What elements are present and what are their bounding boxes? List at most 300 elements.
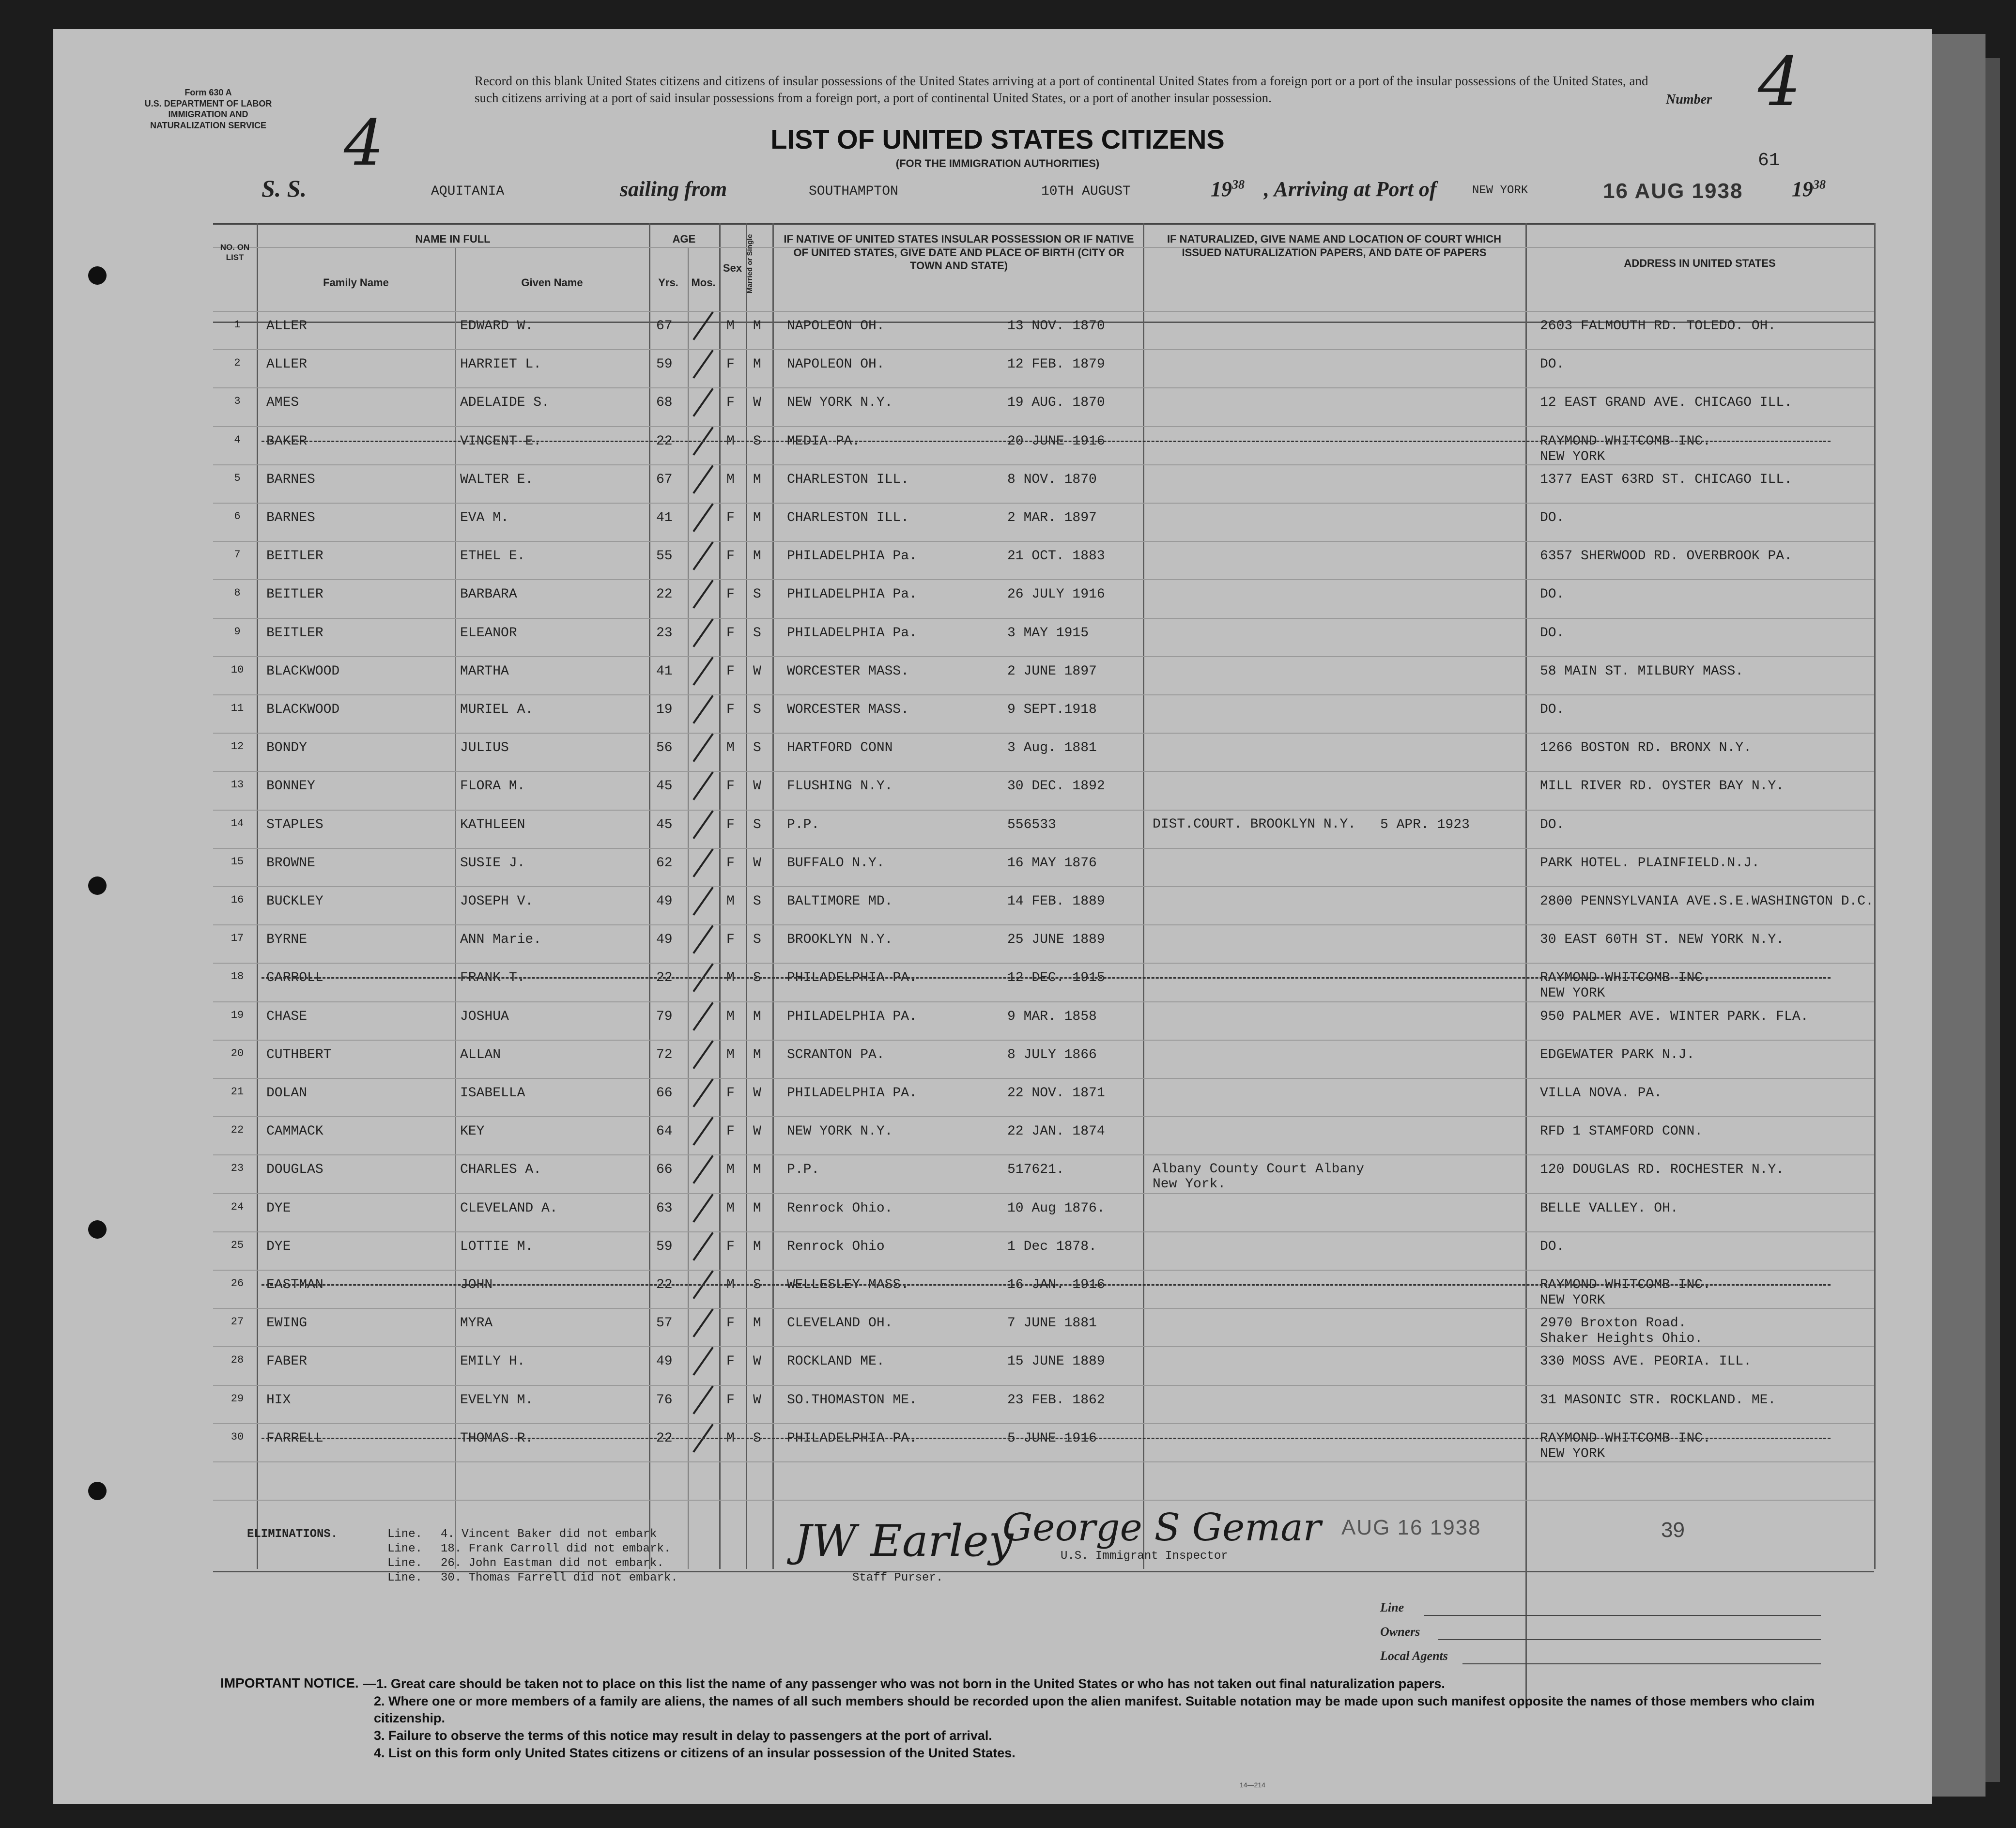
given-name: FLORA M. xyxy=(460,779,525,794)
address: EDGEWATER PARK N.J. xyxy=(1540,1047,1695,1062)
birth-date: 556533 xyxy=(1007,817,1056,832)
birth-date: 7 JUNE 1881 xyxy=(1007,1316,1097,1331)
sex: F xyxy=(726,1239,735,1254)
address: DO. xyxy=(1540,357,1565,372)
birth-place: PHILADELPHIA PA. xyxy=(787,970,917,986)
address: 1266 BOSTON RD. BRONX N.Y. xyxy=(1540,740,1752,756)
punch-hole xyxy=(88,876,107,895)
birth-place: FLUSHING N.Y. xyxy=(787,779,893,794)
age-years: 62 xyxy=(656,855,673,871)
date-stamp: AUG 16 1938 xyxy=(1341,1516,1481,1539)
inspector-title: U.S. Immigrant Inspector xyxy=(1061,1550,1228,1563)
address-line-2: NEW YORK xyxy=(1540,1293,1605,1308)
row-number: 19 xyxy=(231,1009,244,1021)
print-code: 14—214 xyxy=(1240,1781,1265,1789)
given-name: WALTER E. xyxy=(460,472,534,487)
birth-date: 1 Dec 1878. xyxy=(1007,1239,1097,1254)
purser-signature: JW Earley xyxy=(794,1516,1014,1567)
sex: M xyxy=(726,1162,735,1178)
address: DO. xyxy=(1540,587,1565,602)
birth-date: 3 Aug. 1881 xyxy=(1007,740,1097,756)
family-name: BROWNE xyxy=(266,855,315,871)
family-name: CHASE xyxy=(266,1009,308,1024)
family-name: FARRELL xyxy=(266,1430,323,1446)
marital-status: M xyxy=(753,319,761,334)
row-number: 10 xyxy=(231,663,244,676)
marital-status: M xyxy=(753,357,761,372)
address: BELLE VALLEY. OH. xyxy=(1540,1200,1678,1216)
marital-status: S xyxy=(753,625,761,641)
ship-name: AQUITANIA xyxy=(431,184,505,199)
sex: F xyxy=(726,855,735,871)
elimination-line-label: Line. xyxy=(387,1528,423,1541)
notice-item-1: —1. Great care should be taken not to place on this list the name of any passenger who was not born in the United States or who has not taken out final naturalization papers. xyxy=(363,1676,1445,1691)
punch-hole xyxy=(88,266,107,285)
sex: F xyxy=(726,1316,735,1331)
family-name: STAPLES xyxy=(266,817,323,832)
age-years: 49 xyxy=(656,894,673,909)
age-years: 68 xyxy=(656,395,673,411)
row-rule xyxy=(213,1154,1874,1155)
row-number: 6 xyxy=(234,510,241,522)
birth-date: 13 NOV. 1870 xyxy=(1007,319,1105,334)
birth-date: 8 NOV. 1870 xyxy=(1007,472,1097,487)
family-name: BUCKLEY xyxy=(266,894,323,909)
row-number: 18 xyxy=(231,970,244,983)
age-years: 56 xyxy=(656,740,673,756)
marital-status: S xyxy=(753,817,761,832)
sex: F xyxy=(726,1086,735,1101)
row-number: 15 xyxy=(231,855,244,868)
sex: M xyxy=(726,1277,735,1292)
address: DO. xyxy=(1540,702,1565,717)
number-label: Number xyxy=(1666,92,1712,107)
birth-date: 21 OCT. 1883 xyxy=(1007,549,1105,564)
address: DO. xyxy=(1540,625,1565,641)
given-name: JOHN xyxy=(460,1277,493,1292)
row-number: 22 xyxy=(231,1124,244,1137)
punch-hole xyxy=(88,1220,107,1239)
birth-place: WORCESTER MASS. xyxy=(787,702,909,717)
given-name: ALLAN xyxy=(460,1047,501,1062)
given-name: CHARLES A. xyxy=(460,1162,542,1178)
arrival-year: 38 xyxy=(1813,177,1826,192)
sex: F xyxy=(726,625,735,641)
birth-date: 16 JAN. 1916 xyxy=(1007,1277,1105,1292)
age-years: 79 xyxy=(656,1009,673,1024)
marital-status: S xyxy=(753,702,761,717)
age-years: 72 xyxy=(656,1047,673,1062)
family-name: DYE xyxy=(266,1200,291,1216)
row-number: 12 xyxy=(231,740,244,753)
marital-status: M xyxy=(753,1239,761,1254)
family-name: BLACKWOOD xyxy=(266,702,340,717)
header-birth: IF NATIVE OF UNITED STATES INSULAR POSSESSION OR IF NATIVE OF UNITED STATES, GIVE DATE AND PLACE OF BIRTH (CITY OR TOWN AND STATE) xyxy=(784,233,1134,272)
birth-place: MEDIA PA. xyxy=(787,433,861,449)
sex: F xyxy=(726,932,735,948)
birth-place: ROCKLAND ME. xyxy=(787,1354,885,1369)
sex: F xyxy=(726,663,735,679)
row-number: 8 xyxy=(234,587,241,599)
row-rule xyxy=(213,810,1874,811)
notice-item-4: 4. List on this form only United States citizens or citizens of an insular possession of the United States. xyxy=(374,1745,1016,1760)
row-rule xyxy=(213,1500,1874,1501)
age-years: 49 xyxy=(656,932,673,948)
age-years: 63 xyxy=(656,1200,673,1216)
address: 12 EAST GRAND AVE. CHICAGO ILL. xyxy=(1540,395,1792,411)
address: 120 DOUGLAS RD. ROCHESTER N.Y. xyxy=(1540,1162,1785,1178)
marital-status: W xyxy=(753,779,761,794)
birth-place: WORCESTER MASS. xyxy=(787,663,909,679)
birth-date: 12 FEB. 1879 xyxy=(1007,357,1105,372)
column-rule xyxy=(257,223,258,1569)
row-number: 27 xyxy=(231,1316,244,1328)
address-line-2: NEW YORK xyxy=(1540,449,1605,464)
family-name: EASTMAN xyxy=(266,1277,323,1292)
sex: M xyxy=(726,319,735,334)
footer-owners-field xyxy=(1438,1639,1821,1640)
family-name: BARNES xyxy=(266,472,315,487)
birth-date: 8 JULY 1866 xyxy=(1007,1047,1097,1062)
department-name: U.S. DEPARTMENT OF LABOR xyxy=(144,98,272,108)
row-number: 28 xyxy=(231,1354,244,1367)
given-name: MARTHA xyxy=(460,663,509,679)
given-name: JULIUS xyxy=(460,740,509,756)
given-name: HARRIET L. xyxy=(460,357,542,372)
family-name: CARROLL xyxy=(266,970,323,986)
row-rule xyxy=(213,1001,1874,1002)
sex: F xyxy=(726,395,735,411)
given-name: JOSEPH V. xyxy=(460,894,534,909)
page-count: 39 xyxy=(1661,1518,1685,1542)
punch-hole xyxy=(88,1482,107,1500)
given-name: ELEANOR xyxy=(460,625,517,641)
footer-agents-field xyxy=(1462,1663,1821,1664)
family-name: BEITLER xyxy=(266,549,323,564)
row-number: 23 xyxy=(231,1162,244,1175)
family-name: BEITLER xyxy=(266,587,323,602)
row-number: 11 xyxy=(231,702,244,714)
sex: M xyxy=(726,1009,735,1024)
notice-item-2: 2. Where one or more members of a family are aliens, the names of all such members should be recorded upon the alien manifest. Suitable notation may be made upon such manifest opposite the names of those members who claim citizenship. xyxy=(374,1693,1815,1726)
birth-date: 26 JULY 1916 xyxy=(1007,587,1105,602)
birth-date: 517621. xyxy=(1007,1162,1064,1178)
address: 330 MOSS AVE. PEORIA. ILL. xyxy=(1540,1354,1752,1369)
given-name: ADELAIDE S. xyxy=(460,395,550,411)
row-rule xyxy=(213,1385,1874,1386)
age-years: 57 xyxy=(656,1316,673,1331)
given-name: ISABELLA xyxy=(460,1086,525,1101)
row-rule xyxy=(213,1078,1874,1079)
birth-place: PHILADELPHIA PA. xyxy=(787,1086,917,1101)
family-name: DOLAN xyxy=(266,1086,308,1101)
birth-place: BUFFALO N.Y. xyxy=(787,855,885,871)
birth-date: 12 DEC. 1915 xyxy=(1007,970,1105,986)
birth-place: Renrock Ohio xyxy=(787,1239,885,1254)
row-rule xyxy=(213,311,1874,312)
birth-date: 14 FEB. 1889 xyxy=(1007,894,1105,909)
given-name: FRANK T. xyxy=(460,970,525,986)
sailing-date: 10TH AUGUST xyxy=(1041,184,1131,199)
footer-owners-label: Owners xyxy=(1380,1625,1420,1639)
notice-items xyxy=(363,1675,1874,1762)
ss-label: S. S. xyxy=(262,175,307,202)
row-number: 13 xyxy=(231,779,244,791)
marital-status: M xyxy=(753,1162,761,1178)
marital-status: M xyxy=(753,1047,761,1062)
naturalization-date: 5 APR. 1923 xyxy=(1380,817,1470,832)
marital-status: W xyxy=(753,663,761,679)
marital-status: M xyxy=(753,472,761,487)
birth-date: 30 DEC. 1892 xyxy=(1007,779,1105,794)
arriving-label: , Arriving at Port of xyxy=(1264,177,1437,201)
row-rule xyxy=(213,656,1874,657)
column-rule xyxy=(746,223,747,1569)
family-name: FABER xyxy=(266,1354,308,1369)
age-years: 22 xyxy=(656,433,673,449)
birth-date: 5 JUNE 1916 xyxy=(1007,1430,1097,1446)
row-number: 20 xyxy=(231,1047,244,1060)
birth-place: CHARLESTON ILL. xyxy=(787,510,909,525)
arrival-year-label: $19^{38}$ xyxy=(1792,177,1826,201)
birth-place: HARTFORD CONN xyxy=(787,740,893,756)
naturalization-court: DIST.COURT. BROOKLYN N.Y. xyxy=(1153,816,1356,832)
family-name: BAKER xyxy=(266,433,308,449)
marital-status: W xyxy=(753,1354,761,1369)
age-years: 22 xyxy=(656,1277,673,1292)
row-rule xyxy=(213,1423,1874,1424)
column-rule xyxy=(649,223,650,1569)
birth-date: 10 Aug 1876. xyxy=(1007,1200,1105,1216)
purser-title: Staff Purser. xyxy=(852,1571,943,1584)
sex: M xyxy=(726,894,735,909)
marital-status: S xyxy=(753,894,761,909)
marital-status: W xyxy=(753,1086,761,1101)
address: 30 EAST 60TH ST. NEW YORK N.Y. xyxy=(1540,932,1785,948)
departure-port: SOUTHAMPTON xyxy=(809,184,898,199)
sex: F xyxy=(726,1392,735,1408)
row-rule xyxy=(213,963,1874,964)
row-rule xyxy=(213,503,1874,504)
marital-status: W xyxy=(753,395,761,411)
given-name: KEY xyxy=(460,1124,485,1139)
family-name: BONDY xyxy=(266,740,308,756)
sex: F xyxy=(726,357,735,372)
address-line-2: NEW YORK xyxy=(1540,986,1605,1001)
column-rule xyxy=(772,223,774,1569)
elimination-text: 4. Vincent Baker did not embark xyxy=(441,1528,657,1541)
given-name: JOSHUA xyxy=(460,1009,509,1024)
birth-place: PHILADELPHIA Pa. xyxy=(787,625,917,641)
birth-place: CHARLESTON ILL. xyxy=(787,472,909,487)
age-years: 41 xyxy=(656,663,673,679)
address: 58 MAIN ST. MILBURY MASS. xyxy=(1540,663,1744,679)
family-name: DYE xyxy=(266,1239,291,1254)
row-number: 30 xyxy=(231,1430,244,1443)
row-number: 14 xyxy=(231,817,244,830)
header-yrs: Yrs. xyxy=(658,277,678,289)
row-rule xyxy=(213,1308,1874,1309)
given-name: MURIEL A. xyxy=(460,702,534,717)
address: 2800 PENNSYLVANIA AVE.S.E.WASHINGTON D.C. xyxy=(1540,894,1874,909)
row-number: 26 xyxy=(231,1277,244,1290)
sex: M xyxy=(726,1430,735,1446)
row-number: 24 xyxy=(231,1200,244,1213)
family-name: BLACKWOOD xyxy=(266,663,340,679)
sex: F xyxy=(726,702,735,717)
age-years: 49 xyxy=(656,1354,673,1369)
row-rule xyxy=(213,1193,1874,1194)
birth-place: P.P. xyxy=(787,817,820,832)
row-rule xyxy=(213,464,1874,465)
family-name: BEITLER xyxy=(266,625,323,641)
sex: F xyxy=(726,510,735,525)
row-number: 25 xyxy=(231,1239,244,1251)
address: 31 MASONIC STR. ROCKLAND. ME. xyxy=(1540,1392,1776,1408)
row-rule xyxy=(213,1231,1874,1232)
given-name: VINCENT E. xyxy=(460,433,542,449)
row-number: 16 xyxy=(231,894,244,906)
age-years: 59 xyxy=(656,357,673,372)
birth-place: PHILADELPHIA Pa. xyxy=(787,549,917,564)
address: RAYMOND WHITCOMB INC. xyxy=(1540,1277,1711,1292)
notice-title: IMPORTANT NOTICE. xyxy=(220,1675,359,1690)
marital-status: S xyxy=(753,1277,761,1292)
elimination-text: 18. Frank Carroll did not embark. xyxy=(441,1542,671,1555)
sex: M xyxy=(726,970,735,986)
family-name: AMES xyxy=(266,395,299,411)
marital-status: S xyxy=(753,932,761,948)
birth-date: 3 MAY 1915 xyxy=(1007,625,1089,641)
age-years: 41 xyxy=(656,510,673,525)
age-years: 55 xyxy=(656,549,673,564)
address: DO. xyxy=(1540,817,1565,832)
given-name: BARBARA xyxy=(460,587,517,602)
birth-place: PHILADELPHIA Pa. xyxy=(787,587,917,602)
given-name: KATHLEEN xyxy=(460,817,525,832)
strike-through-line xyxy=(262,977,1831,979)
family-name: BYRNE xyxy=(266,932,308,948)
family-name: ALLER xyxy=(266,319,308,334)
header-naturalized: IF NATURALIZED, GIVE NAME AND LOCATION OF COURT WHICH ISSUED NATURALIZATION PAPERS, AND DATE OF PAPERS xyxy=(1167,233,1502,259)
birth-date: 16 MAY 1876 xyxy=(1007,855,1097,871)
row-rule xyxy=(213,1346,1874,1347)
birth-date: 22 JAN. 1874 xyxy=(1007,1124,1105,1139)
sex: M xyxy=(726,1200,735,1216)
birth-place: P.P. xyxy=(787,1162,820,1178)
marital-status: S xyxy=(753,587,761,602)
row-rule xyxy=(213,886,1874,887)
row-rule xyxy=(213,924,1874,925)
row-number: 5 xyxy=(234,472,241,484)
row-number: 4 xyxy=(234,433,241,446)
birth-date: 22 NOV. 1871 xyxy=(1007,1086,1105,1101)
address: 2970 Broxton Road. xyxy=(1540,1316,1687,1331)
birth-date: 15 JUNE 1889 xyxy=(1007,1354,1105,1369)
row-rule xyxy=(213,1461,1874,1462)
marital-status: M xyxy=(753,1009,761,1024)
elimination-text: 26. John Eastman did not embark. xyxy=(441,1557,664,1570)
birth-date: 2 JUNE 1897 xyxy=(1007,663,1097,679)
family-name: CAMMACK xyxy=(266,1124,323,1139)
birth-place: PHILADELPHIA PA. xyxy=(787,1009,917,1024)
column-rule xyxy=(1874,223,1876,1569)
birth-place: WELLESLEY MASS. xyxy=(787,1277,909,1292)
sex: F xyxy=(726,1124,735,1139)
column-rule xyxy=(1143,223,1144,1569)
address: MILL RIVER RD. OYSTER BAY N.Y. xyxy=(1540,779,1785,794)
birth-date: 23 FEB. 1862 xyxy=(1007,1392,1105,1408)
address: DO. xyxy=(1540,1239,1565,1254)
manifest-page xyxy=(53,29,1932,1804)
marital-status: M xyxy=(753,549,761,564)
sex: F xyxy=(726,817,735,832)
given-name: LOTTIE M. xyxy=(460,1239,534,1254)
sex: F xyxy=(726,587,735,602)
row-rule xyxy=(213,1040,1874,1041)
age-years: 19 xyxy=(656,702,673,717)
strike-through-line xyxy=(262,1438,1831,1439)
row-number: 7 xyxy=(234,549,241,561)
address-line-2: NEW YORK xyxy=(1540,1446,1605,1461)
row-rule xyxy=(213,1270,1874,1271)
row-rule xyxy=(213,349,1874,350)
given-name: THOMAS R. xyxy=(460,1430,534,1446)
birth-date: 2 MAR. 1897 xyxy=(1007,510,1097,525)
marital-status: S xyxy=(753,433,761,449)
row-rule xyxy=(213,387,1874,388)
age-years: 23 xyxy=(656,625,673,641)
elimination-line-label: Line. xyxy=(387,1571,423,1584)
row-rule xyxy=(213,733,1874,734)
sex: F xyxy=(726,1354,735,1369)
birth-place: NEW YORK N.Y. xyxy=(787,395,893,411)
address: 1377 EAST 63RD ST. CHICAGO ILL. xyxy=(1540,472,1792,487)
given-name: ANN Marie. xyxy=(460,932,542,948)
row-number: 2 xyxy=(234,357,241,369)
marital-status: M xyxy=(753,1316,761,1331)
marital-status: W xyxy=(753,1124,761,1139)
record-instructions: Record on this blank United States citizens and citizens of insular possessions of the United States arriving at a port of continental United States from a foreign port or a port of the insular possessions of the United States, and such citizens arriving at a port of said insular possessions from a foreign port, a port of continental United States, or a port of another insular possession. xyxy=(475,74,1648,106)
footer-line-field xyxy=(1424,1615,1821,1616)
address: RAYMOND WHITCOMB INC. xyxy=(1540,970,1711,986)
address: 6357 SHERWOOD RD. OVERBROOK PA. xyxy=(1540,549,1792,564)
marital-status: W xyxy=(753,1392,761,1408)
family-name: BARNES xyxy=(266,510,315,525)
eliminations-label: ELIMINATIONS. xyxy=(247,1528,338,1541)
given-name: EVELYN M. xyxy=(460,1392,534,1408)
row-rule xyxy=(213,1116,1874,1117)
sex: M xyxy=(726,740,735,756)
row-rule xyxy=(213,694,1874,695)
family-name: HIX xyxy=(266,1392,291,1408)
family-name: EWING xyxy=(266,1316,308,1331)
age-years: 67 xyxy=(656,472,673,487)
row-rule xyxy=(213,426,1874,427)
strike-through-line xyxy=(262,1284,1831,1286)
given-name: EMILY H. xyxy=(460,1354,525,1369)
sailing-year-label: $19^{38}$ xyxy=(1211,177,1245,201)
birth-date: 9 SEPT.1918 xyxy=(1007,702,1097,717)
header-family-name: Family Name xyxy=(323,277,389,289)
row-rule xyxy=(213,848,1874,849)
birth-place: BROOKLYN N.Y. xyxy=(787,932,893,948)
sex: M xyxy=(726,1047,735,1062)
given-name: SUSIE J. xyxy=(460,855,525,871)
age-years: 59 xyxy=(656,1239,673,1254)
column-rule xyxy=(455,247,456,1569)
marital-status: S xyxy=(753,970,761,986)
